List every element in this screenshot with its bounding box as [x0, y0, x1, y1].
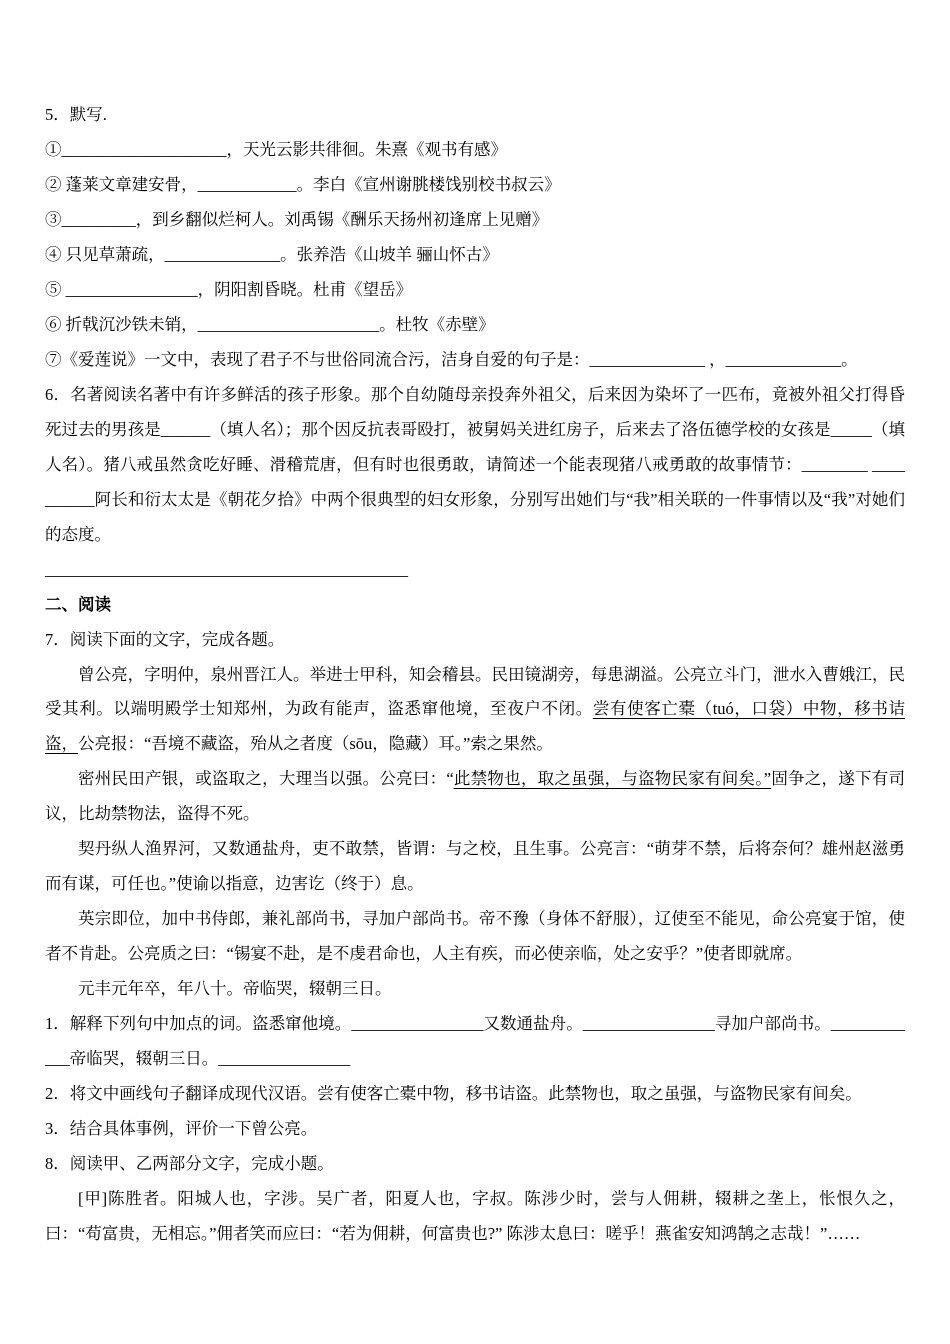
text-run: ⑤ ________________，阴阳割昏晓。杜甫《望岳》	[45, 279, 413, 299]
text-run: [甲]陈胜者。阳城人也，字涉。吴广者，阳夏人也，字叔。陈涉少时，尝与人佣耕，辍耕之垄上，怅恨久之，曰：“苟富贵，无相忘。”佣者笑而应曰：“若为佣耕，何富贵也?” 陈涉太息曰：嗟乎！燕雀安知鸿鹄之志哉！”……	[45, 1189, 905, 1243]
q7-sub-1	[45, 1007, 905, 1077]
document-body	[45, 98, 905, 1252]
q5-item-2	[45, 168, 905, 203]
text-run: 曾公亮，字明仲，泉州晋江人。举进士甲科，知会稽县。民田镜湖旁，每患湖溢。公亮立斗门，泄水入曹娥江，民受其利。以端明殿学士知郑州，为政有能声，盗悉窜他境，至夜户不闭。	[45, 664, 905, 719]
text-run: ④ 只见草萧疏，______________。张养浩《山坡羊 骊山怀古》	[45, 244, 499, 264]
text-run: 6．名著阅读名著中有许多鲜活的孩子形象。那个自幼随母亲投奔外祖父，后来因为染坏了一匹布，竟被外祖父打得昏死过去的男孩是______（填人名）；那个因反抗表哥殴打，被舅妈关进红房子，后来去了洛伍德学校的女孩是_____（填人名）。猪八戒虽然贪吃好睡、滑稽荒唐，但有时也很勇敢，请简述一个能表现猪八戒勇敢的故事情节：________ __________阿长和衍太太是《朝花夕拾》中两个很典型的妇女形象，分别写出她们与“我”相关联的一件事情以及“我”对她们的态度。	[45, 384, 906, 544]
q5-item-7	[45, 343, 905, 378]
text-run: 元丰元年卒，年八十。帝临哭，辍朝三日。	[78, 979, 392, 999]
q5-item-6	[45, 308, 905, 343]
q5-item-5	[45, 273, 905, 308]
q7-passage-p5	[45, 972, 905, 1007]
text-run: 2．将文中画线句子翻译成现代汉语。尝有使客亡橐中物，移书诘盗。此禁物也，取之虽强，与盗物民家有间矣。	[45, 1084, 862, 1104]
q5-item-1	[45, 133, 905, 168]
q6-text	[45, 378, 905, 553]
underlined-text: 此禁物也，取之虽强，与盗物民家有间矣。”	[453, 769, 772, 789]
text-run: ② 蓬莱文章建安骨，____________。李白《宣州谢朓楼饯别校书叔云》	[45, 174, 561, 194]
text-run: ⑥ 折戟沉沙铁未销，______________________。杜牧《赤壁》	[45, 314, 495, 334]
q7-heading	[45, 623, 905, 658]
q7-sub-2	[45, 1077, 905, 1112]
q7-passage-p2	[45, 762, 905, 832]
text-run: 英宗即位，加中书侍郎，兼礼部尚书，寻加户部尚书。帝不豫（身体不舒服），辽使至不能见，命公亮宴于馆，使者不肯赴。公亮质之曰：“锡宴不赴，是不虔君命也，人主有疾，而必使亲临，处之安乎？”使者即就席。	[45, 909, 905, 964]
q7-sub-3	[45, 1112, 905, 1147]
text-run: 5．默写.	[45, 105, 107, 124]
q8-passage-jia	[45, 1182, 905, 1252]
q5-item-3	[45, 203, 905, 238]
text-run: 1．解释下列句中加点的词。盗悉窜他境。________________又数通盐舟。________________寻加户部尚书。____________帝临哭，辍朝三日。________________	[45, 1014, 905, 1069]
q5-heading	[45, 98, 905, 133]
text-run: 8．阅读甲、乙两部分文字，完成小题。	[45, 1154, 334, 1174]
q8-heading	[45, 1147, 905, 1182]
text-run: 3．结合具体事例，评价一下曾公亮。	[45, 1119, 318, 1139]
text-run: 7．阅读下面的文字，完成各题。	[45, 629, 285, 649]
text-run: 密州民田产银，或盗取之，大理当以强。公亮曰：“	[78, 769, 454, 789]
text-run: 固争之，遂下有司议，比劫禁物法，盗得不死。	[45, 769, 906, 824]
text-run: ⑦《爱莲说》一文中，表现了君子不与世俗同流合污，洁身自爱的句子是：______________ ，______________。	[45, 349, 858, 369]
q6-answer-line	[45, 553, 905, 588]
section-2-heading	[45, 588, 905, 623]
text-run: 公亮报：“吾境不藏盗，殆从之者度（sōu，隐藏）耳。”索之果然。	[78, 734, 553, 754]
text-run: ____________________________________________	[45, 559, 408, 579]
text-run: ①____________________，天光云影共徘徊。朱熹《观书有感》	[45, 139, 507, 159]
underlined-text: 尝有使客亡橐（tuó，口袋）中物，移书诘盗，	[45, 699, 905, 754]
text-run: ③_________，到乡翻似烂柯人。刘禹锡《酬乐天扬州初逢席上见赠》	[45, 209, 549, 229]
q7-passage-p1	[45, 658, 905, 763]
q7-passage-p4	[45, 902, 905, 972]
text-run: 契丹纵人渔界河，又数通盐舟，吏不敢禁，皆谓：与之校，且生事。公亮言：“萌芽不禁，后将奈何？雄州赵滋勇而有谋，可任也。”使谕以指意，边害讫（终于）息。	[45, 839, 905, 894]
q5-item-4	[45, 238, 905, 273]
text-run: 二、阅读	[45, 594, 111, 614]
q7-passage-p3	[45, 832, 905, 902]
